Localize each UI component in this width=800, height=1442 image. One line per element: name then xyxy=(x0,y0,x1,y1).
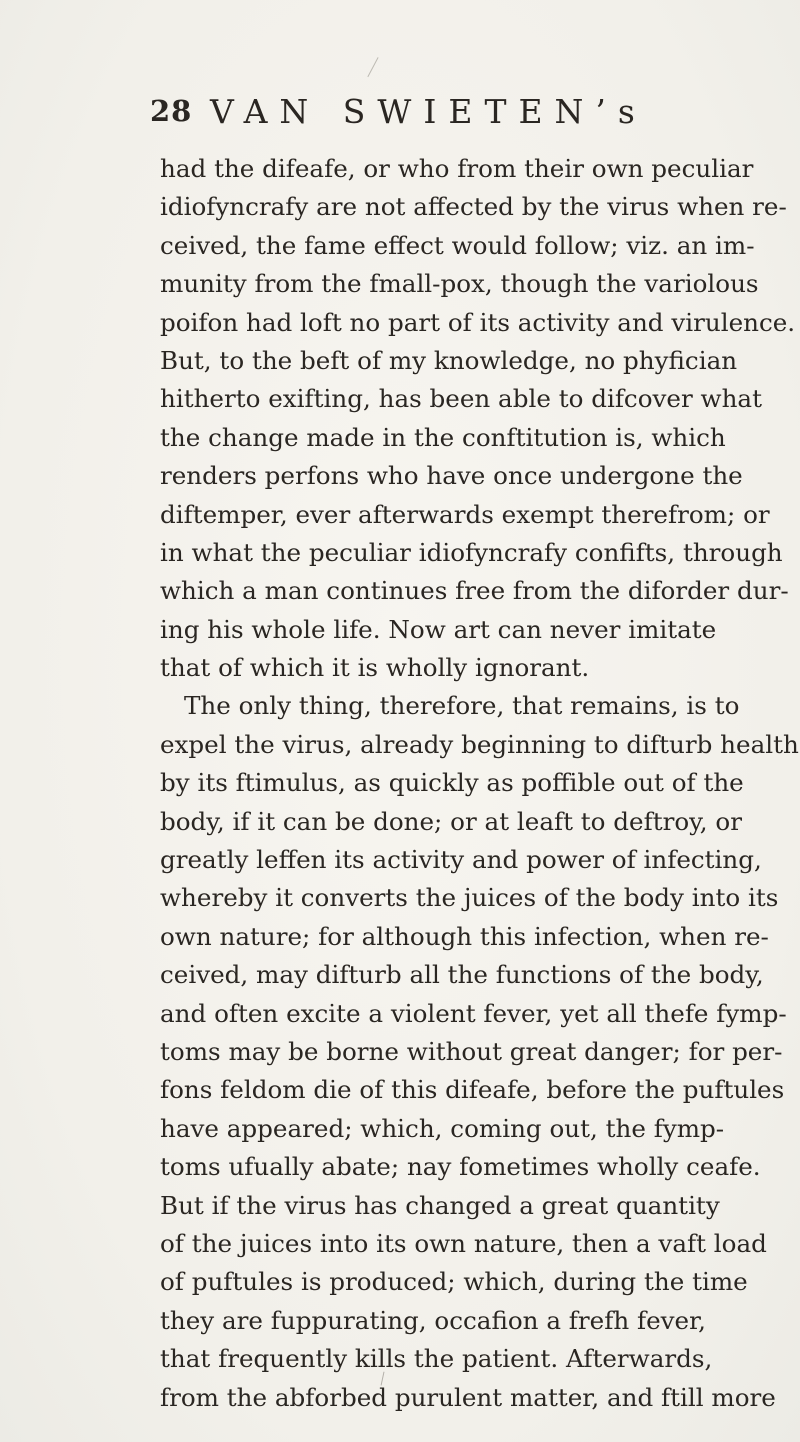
body-text xyxy=(160,150,799,1417)
paragraph-start-line: The only thing, therefore, that remains, is to xyxy=(184,691,740,721)
paragraph-end-line: that of which it is wholly ignorant. xyxy=(160,653,590,683)
text-line: fons feldom die of this difeafe, before the puftules xyxy=(160,1075,785,1105)
text-line: ceived, the fame effect would follow; viz. an im- xyxy=(160,230,755,260)
text-line: But if the virus has changed a great quantity xyxy=(160,1190,720,1220)
text-line: from the abforbed purulent matter, and ftill more xyxy=(160,1382,776,1412)
text-line: idiofyncrafy are not affected by the virus when re- xyxy=(160,192,787,222)
text-line: had the difeafe, or who from their own peculiar xyxy=(160,154,754,183)
paper-mark xyxy=(367,57,385,81)
text-line: body, if it can be done; or at leaft to deftroy, or xyxy=(160,806,742,836)
text-line: But, to the beft of my knowledge, no phyfician xyxy=(160,345,738,375)
text-line: diftemper, ever afterwards exempt therefrom; or xyxy=(160,499,770,529)
text-line: in what the peculiar idiofyncrafy confifts, through xyxy=(160,537,783,567)
text-line: expel the virus, already beginning to difturb health xyxy=(160,729,799,759)
text-line: have appeared; which, coming out, the fymp- xyxy=(160,1113,725,1143)
text-line: which a man continues free from the diforder dur- xyxy=(160,576,789,606)
text-line: toms may be borne without great danger; for per- xyxy=(160,1036,783,1066)
text-line: renders perfons who have once undergone the xyxy=(160,461,743,491)
text-line: toms ufually abate; nay fometimes wholly ceafe. xyxy=(160,1152,761,1182)
text-line: poifon had loft no part of its activity and virulence. xyxy=(160,307,796,337)
text-line: they are fuppurating, occafion a frefh fever, xyxy=(160,1305,706,1335)
running-head: VAN SWIETEN’s xyxy=(210,92,647,131)
text-line: and often excite a violent fever, yet all thefe fymp- xyxy=(160,998,787,1028)
text-line: greatly leffen its activity and power of infecting, xyxy=(160,845,762,875)
text-line: by its ftimulus, as quickly as poffible out of the xyxy=(160,768,744,798)
page-number: 28 xyxy=(150,94,193,128)
text-line: ing his whole life. Now art can never imitate xyxy=(160,614,717,644)
text-line: that frequently kills the patient. Afterwards, xyxy=(160,1344,713,1374)
text-line: own nature; for although this infection, when re- xyxy=(160,921,769,951)
text-line: hitherto exifting, has been able to difcover what xyxy=(160,384,762,414)
text-line: ceived, may difturb all the functions of the body, xyxy=(160,960,764,990)
text-line: munity from the fmall-pox, though the variolous xyxy=(160,269,759,299)
text-line: of the juices into its own nature, then a vaft load xyxy=(160,1228,767,1258)
text-line: whereby it converts the juices of the body into its xyxy=(160,883,779,913)
text-line: of puftules is produced; which, during the time xyxy=(160,1267,748,1297)
page-header xyxy=(150,92,690,140)
text-line: the change made in the conftitution is, which xyxy=(160,422,726,452)
